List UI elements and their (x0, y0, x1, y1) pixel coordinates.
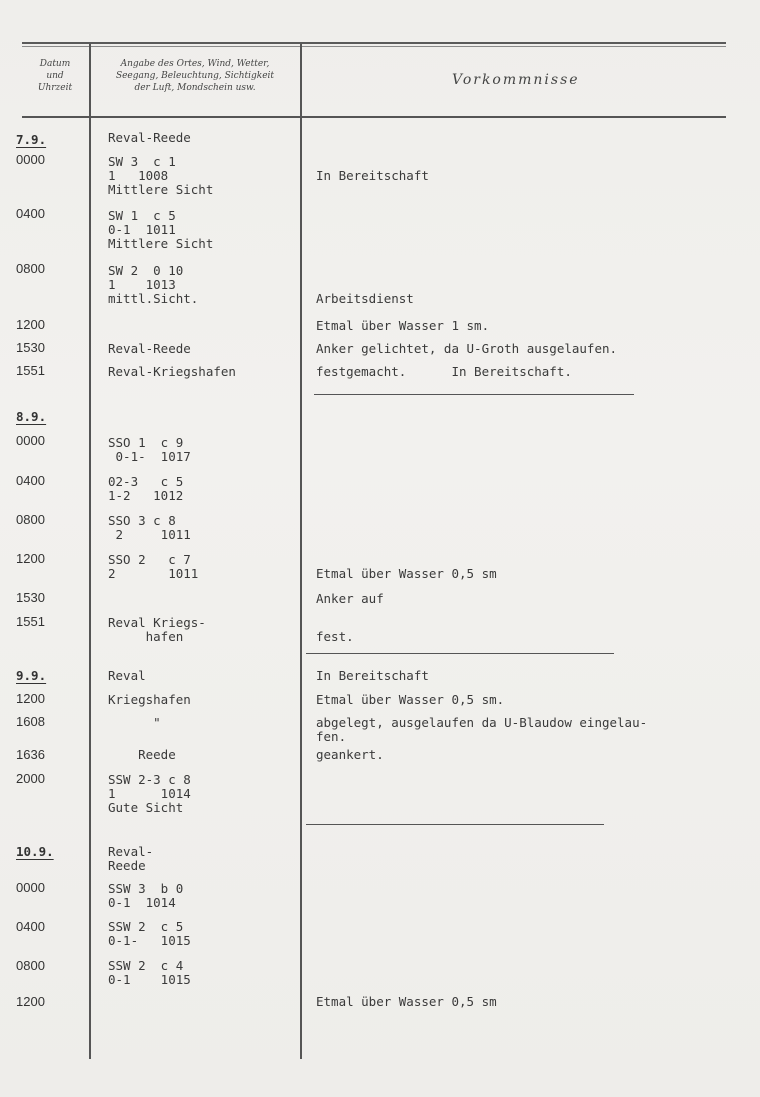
event-cell: fest. (316, 629, 354, 644)
date-cell: 7.9. (16, 132, 47, 147)
time-cell: 1200 (16, 994, 45, 1009)
event-cell: Etmal über Wasser 0,5 sm (316, 994, 497, 1009)
day-separator (306, 653, 614, 654)
event-cell: Etmal über Wasser 0,5 sm (316, 566, 497, 581)
location-cell: Reede (108, 747, 176, 762)
weather-cell: SSO 1 c 9 0-1- 1017 (108, 435, 191, 464)
location-cell: Kriegshafen (108, 692, 191, 707)
header-ort: Angabe des Ortes, Wind, Wetter, Seegang, Beleuchtung, Sichtigkeit der Luft, Mondschein usw. (115, 59, 275, 93)
weather-cell: SSW 2 c 5 0-1- 1015 (108, 919, 191, 948)
column-divider-2 (300, 44, 302, 1059)
location-cell: Reval-Reede (108, 341, 191, 356)
time-cell: 0400 (16, 919, 45, 934)
time-cell: 0800 (16, 512, 45, 527)
top-rule (22, 42, 726, 44)
column-divider-1 (89, 44, 91, 1059)
location-cell: Reval-Kriegshafen (108, 364, 236, 379)
time-cell: 0800 (16, 958, 45, 973)
time-cell: 1551 (16, 363, 45, 378)
weather-cell: SW 1 c 5 0-1 1011 Mittlere Sicht (108, 208, 214, 251)
time-cell: 1200 (16, 551, 45, 566)
location-cell: Reval- Reede (108, 844, 154, 873)
time-cell: 1530 (16, 590, 45, 605)
event-cell: In Bereitschaft (316, 668, 429, 683)
time-cell: 1551 (16, 614, 45, 629)
weather-cell: SSW 2-3 c 8 1 1014 Gute Sicht (108, 772, 191, 815)
time-cell: 0000 (16, 152, 45, 167)
event-cell: festgemacht. In Bereitschaft. (316, 364, 572, 379)
weather-cell: SSW 2 c 4 0-1 1015 (108, 958, 191, 987)
time-cell: 1530 (16, 340, 45, 355)
day-separator (314, 394, 634, 395)
weather-cell: SSW 3 b 0 0-1 1014 (108, 881, 184, 910)
time-cell: 1200 (16, 691, 45, 706)
header-datum: Datum und Uhrzeit (37, 59, 73, 93)
event-cell: Anker auf (316, 591, 384, 606)
weather-cell: SW 2 0 10 1 1013 mittl.Sicht. (108, 263, 199, 306)
time-cell: 0400 (16, 473, 45, 488)
event-cell: Etmal über Wasser 1 sm. (316, 318, 490, 333)
date-cell: 9.9. (16, 668, 47, 683)
location-cell: Reval (108, 668, 146, 683)
weather-cell: 02-3 c 5 1-2 1012 (108, 474, 184, 503)
event-cell: geankert. (316, 747, 384, 762)
event-cell: Anker gelichtet, da U-Groth ausgelaufen. (316, 341, 618, 356)
time-cell: 2000 (16, 771, 45, 786)
time-cell: 1200 (16, 317, 45, 332)
weather-cell: SW 3 c 1 1 1008 Mittlere Sicht (108, 154, 214, 197)
location-cell: Reval Kriegs- hafen (108, 615, 206, 644)
time-cell: 1608 (16, 714, 45, 729)
header-rule (22, 116, 726, 118)
location-cell: Reval-Reede (108, 130, 191, 145)
event-cell: Arbeitsdienst (316, 291, 414, 306)
date-cell: 10.9. (16, 844, 54, 859)
time-cell: 0000 (16, 880, 45, 895)
time-cell: 0000 (16, 433, 45, 448)
location-cell: " (108, 715, 161, 730)
weather-cell: SSO 3 c 8 2 1011 (108, 513, 191, 542)
time-cell: 1636 (16, 747, 45, 762)
event-cell: Etmal über Wasser 0,5 sm. (316, 692, 505, 707)
day-separator (306, 824, 604, 825)
event-cell: In Bereitschaft (316, 168, 429, 183)
top-rule-thin (22, 46, 726, 47)
header-vorkommnisse: Vorkommnisse (452, 72, 580, 88)
date-cell: 8.9. (16, 409, 47, 424)
weather-cell: SSO 2 c 7 2 1011 (108, 552, 199, 581)
event-cell: abgelegt, ausgelaufen da U-Blaudow eingelau- fen. (316, 715, 648, 744)
time-cell: 0800 (16, 261, 45, 276)
time-cell: 0400 (16, 206, 45, 221)
